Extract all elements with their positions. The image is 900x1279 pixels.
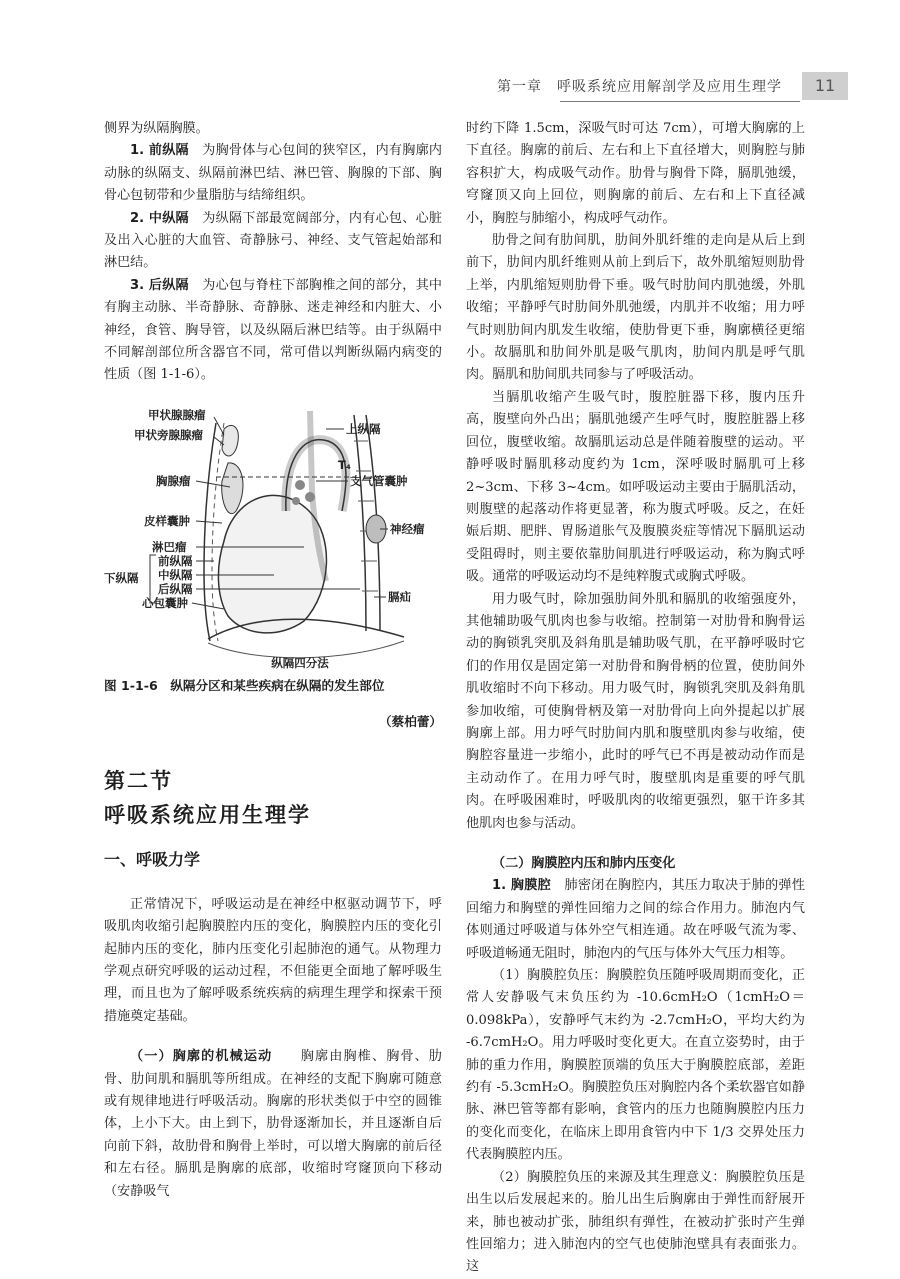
abdominal-breathing-para: 当膈肌收缩产生吸气时，腹腔脏器下移，腹内压升高，腹壁向外凸出；膈肌弛缓产生呼气时，腹腔脏器上移回位，腹壁收缩。故膈肌运动总是伴随着腹壁的运动。平静呼吸时膈肌移动度约为 1cm，深呼吸时膈肌可上移 2~3cm、下移 3~4cm。如呼吸运动主要由于膈肌活动，则腹壁的起落动作将更显著，称为腹式呼吸。反之，在妊娠后期、肥胖、胃肠道胀气及腹膜炎症等情况下膈肌运动受阻碍时，则主要依靠肋间肌进行呼吸运动，称为胸式呼吸。通常的呼吸运动均不是纯粹腹式或胸式呼吸。 [466,389,805,585]
left-column [104,118,442,1203]
thymus-shape [222,463,243,514]
pleural-label: 1. 胸膜腔 [492,878,552,894]
pleural-cavity-para [466,875,805,965]
chest-text: 胸廓由胸椎、胸骨、肋骨、肋间肌和膈肌等所组成。在神经的支配下胸廓可随意或有规律地进行呼吸活动。胸廓的形状类似于中空的圆锥体，上小下大。由上到下，肋骨逐渐加长，并且逐渐自后向前下斜，故肋骨和胸骨上举时，可以增大胸廓的前后径和左右径。膈肌是胸廓的底部，收缩时穹窿顶向下移动（安静吸气 [104,1049,443,1199]
right-column [466,118,805,1279]
spine-front [354,415,366,631]
label-four-division: 纵隔四分法 [271,655,329,670]
chest-heading: （一）胸廓的机械运动 [130,1049,273,1065]
item-label: 1. 前纵隔 [130,143,189,159]
bronchial-node [295,480,305,490]
author-credit: （蔡柏蕾） [379,714,442,730]
item-label: 3. 后纵隔 [130,277,189,293]
label-dermoid-cyst: 皮样囊肿 [144,513,190,528]
negative-pressure-para: （1）胸膜腔负压：胸膜腔负压随呼吸周期而变化，正常人安静吸气末负压约为 -10.6cmH₂O（1cmH₂O＝0.098kPa），安静呼气末约为 -2.7cmH₂O，平均大约为 -6.7cmH₂O。用力呼吸时变化更大。在直立姿势时，由于肺的重力作用，胸膜腔顶端的负压大于胸膜腔底部，差距约有 -5.3cmH₂O。胸膜腔负压对胸腔内各个柔软器官如静脉、淋巴管等都有影响，食管内的压力也随胸膜腔内压力的变化而变化，在临床上即用食管内中下 1/3 交界处压力代表胸膜腔内压。 [466,968,805,1163]
diaphragm-para: 时约下降 1.5cm，深吸气时可达 7cm），可增大胸廓的上下直径。胸廓的前后、左右和上下直径增大，则胸腔与肺容积扩大，构成吸气动作。肋骨与胸骨下降，膈肌弛缓，穹窿顶又向上回位，则胸廓的前后、左右和上下直径减小，胸腔与肺缩小，构成呼气动作。 [466,121,805,226]
leader-line [192,603,224,609]
label-anterior-mediastinum: 前纵隔 [158,553,193,568]
label-bronchial-cyst: 支气管囊肿 [350,473,408,488]
pressure-heading: （二）胸膜腔内压和肺内压变化 [492,856,676,871]
label-lower-mediastinum: 下纵隔 [104,570,139,585]
bronchial-node [305,492,315,502]
anterior-chest-wall [204,423,216,641]
item-text: 为心包与脊柱下部胸椎之间的部分，其中有胸主动脉、半奇静脉、奇静脉、迷走神经和内脏大、小神经，食管、胸导管，以及纵隔后淋巴结等。由于纵隔中不同解剖部位所含器官不同，常可借以判断纵隔内病变的性质（图 1-1-6）。 [104,277,443,383]
intercostal-para: 肋骨之间有肋间肌，肋间外肌纤维的走向是从后上到前下，肋间内肌纤维则从前上到后下，故外肌缩短则肋骨上举，内肌缩短则肋骨下垂。吸气时肋间内肌弛缓，外肌收缩；平静呼气时肋间外肌弛缓，内肌并不收缩；用力呼气时则肋间内肌发生收缩，使肋骨更下垂，胸廓横径更缩小。故膈肌和肋间外肌是吸气肌肉，肋间内肌是呼气肌肉。膈肌和肋间肌共同参与了呼吸活动。 [466,233,805,383]
mediastinum-figure [104,401,442,671]
label-parathyroid-adenoma: 甲状旁腺腺瘤 [134,427,203,442]
heart-shape [218,495,326,633]
label-middle-mediastinum: 中纵隔 [158,567,193,582]
bronchial-node [292,497,300,505]
item-text: 为纵隔下部最宽阔部分，内有心包、心脏及出入心脏的大血管、奇静脉弓、神经、支气管起始部和淋巴结。 [104,210,443,271]
pressure-origin-para: （2）胸膜腔负压的来源及其生理意义：胸膜腔负压是出生以后发展起来的。胎儿出生后胸廓由于弹性而舒展开来，肺也被动扩张，肺组织有弹性，在被动扩张时产生弹性回缩力；进入肺泡内的空气也使肺泡壁具有表面张力。这 [466,1169,805,1275]
label-posterior-mediastinum: 后纵隔 [158,581,193,596]
label-t4: T₄ [338,457,351,472]
middle-mediastinum-para [104,208,442,275]
label-lymphoma: 淋巴瘤 [152,539,187,554]
pleural-text: 肺密闭在胸腔内，其压力取决于肺的弹性回缩力和胸壁的弹性回缩力之间的综合作用力。肺泡内气体则通过呼吸道与体外空气相连通。故在呼吸气流为零、呼吸道畅通无阻时，肺泡内的气压与体外大气压力相等。 [466,878,806,961]
page-header [0,72,900,102]
item-text: 为胸骨体与心包间的狭窄区，内有胸廓内动脉的纵隔支、纵隔前淋巴结、淋巴管、胸腺的下部、胸骨心包韧带和少量脂肪与结缔组织。 [104,143,443,204]
chest-mechanics-para [104,1046,442,1203]
posterior-mediastinum-para [104,275,442,387]
chapter-title: 第一章 呼吸系统应用解剖学及应用生理学 [497,79,782,95]
leader-line [196,521,222,523]
anterior-mediastinum-para [104,140,442,207]
figure-caption: 图 1-1-6 纵隔分区和某些疾病在纵隔的发生部位 [104,677,385,693]
label-upper-mediastinum: 上纵隔 [346,421,381,436]
label-pericardial-cyst: 心包囊肿 [142,595,188,610]
thyroid-shape [222,425,238,456]
mediastinum-diagram [104,401,442,671]
section-title: 呼吸系统应用生理学 [104,802,311,827]
subsection-title: 一、呼吸力学 [104,849,201,869]
label-thyroid-adenoma: 甲状腺腺瘤 [148,407,206,422]
respiratory-mechanics-para: 正常情况下，呼吸运动是在神经中枢驱动调节下，呼吸肌肉收缩引起胸膜腔内压的变化，胸膜腔内压的变化引起肺内压的变化，肺内压变化引起肺泡的通气。从物理力学观点研究呼吸的运动过程，不但能更全面地了解呼吸生理，而且也为了解呼吸系统疾病的病理生理学和探索干预措施奠定基础。 [104,896,442,1024]
label-thymoma: 胸腺瘤 [156,473,191,488]
header-rule [560,101,800,102]
forced-breathing-para: 用力吸气时，除加强肋间外肌和膈肌的收缩强度外，其他辅助吸气肌肉也参与收缩。控制第一对肋骨和胸骨运动的胸锁乳突肌及斜角肌是辅助吸气肌，在平静呼吸时它们的作用仅是固定第一对肋骨和胸骨柄的位置，使肋间外肌收缩时不向下移动。用力吸气时，胸锁乳突肌及斜角肌参加收缩，可使胸骨柄及第一对肋骨向上向外提起以扩展胸廓上部。用力呼气时肋间内肌和腹壁肌肉参与收缩，使胸腔容量进一步缩小，此时的呼气已不再是被动动作而是主动动作了。在用力呼气时，腹壁肌肉是重要的呼气肌肉。在呼吸困难时，呼吸肌肉的收缩更强烈，躯干许多其他肌肉也参与活动。 [466,591,805,831]
intro-text: 侧界为纵隔胸膜。 [104,121,209,136]
item-label: 2. 中纵隔 [130,210,189,226]
section-number: 第二节 [104,768,173,793]
label-diaphragmatic-hernia: 膈疝 [388,589,411,604]
label-neurogenic-tumor: 神经瘤 [390,521,425,536]
page-number: 11 [802,72,848,100]
